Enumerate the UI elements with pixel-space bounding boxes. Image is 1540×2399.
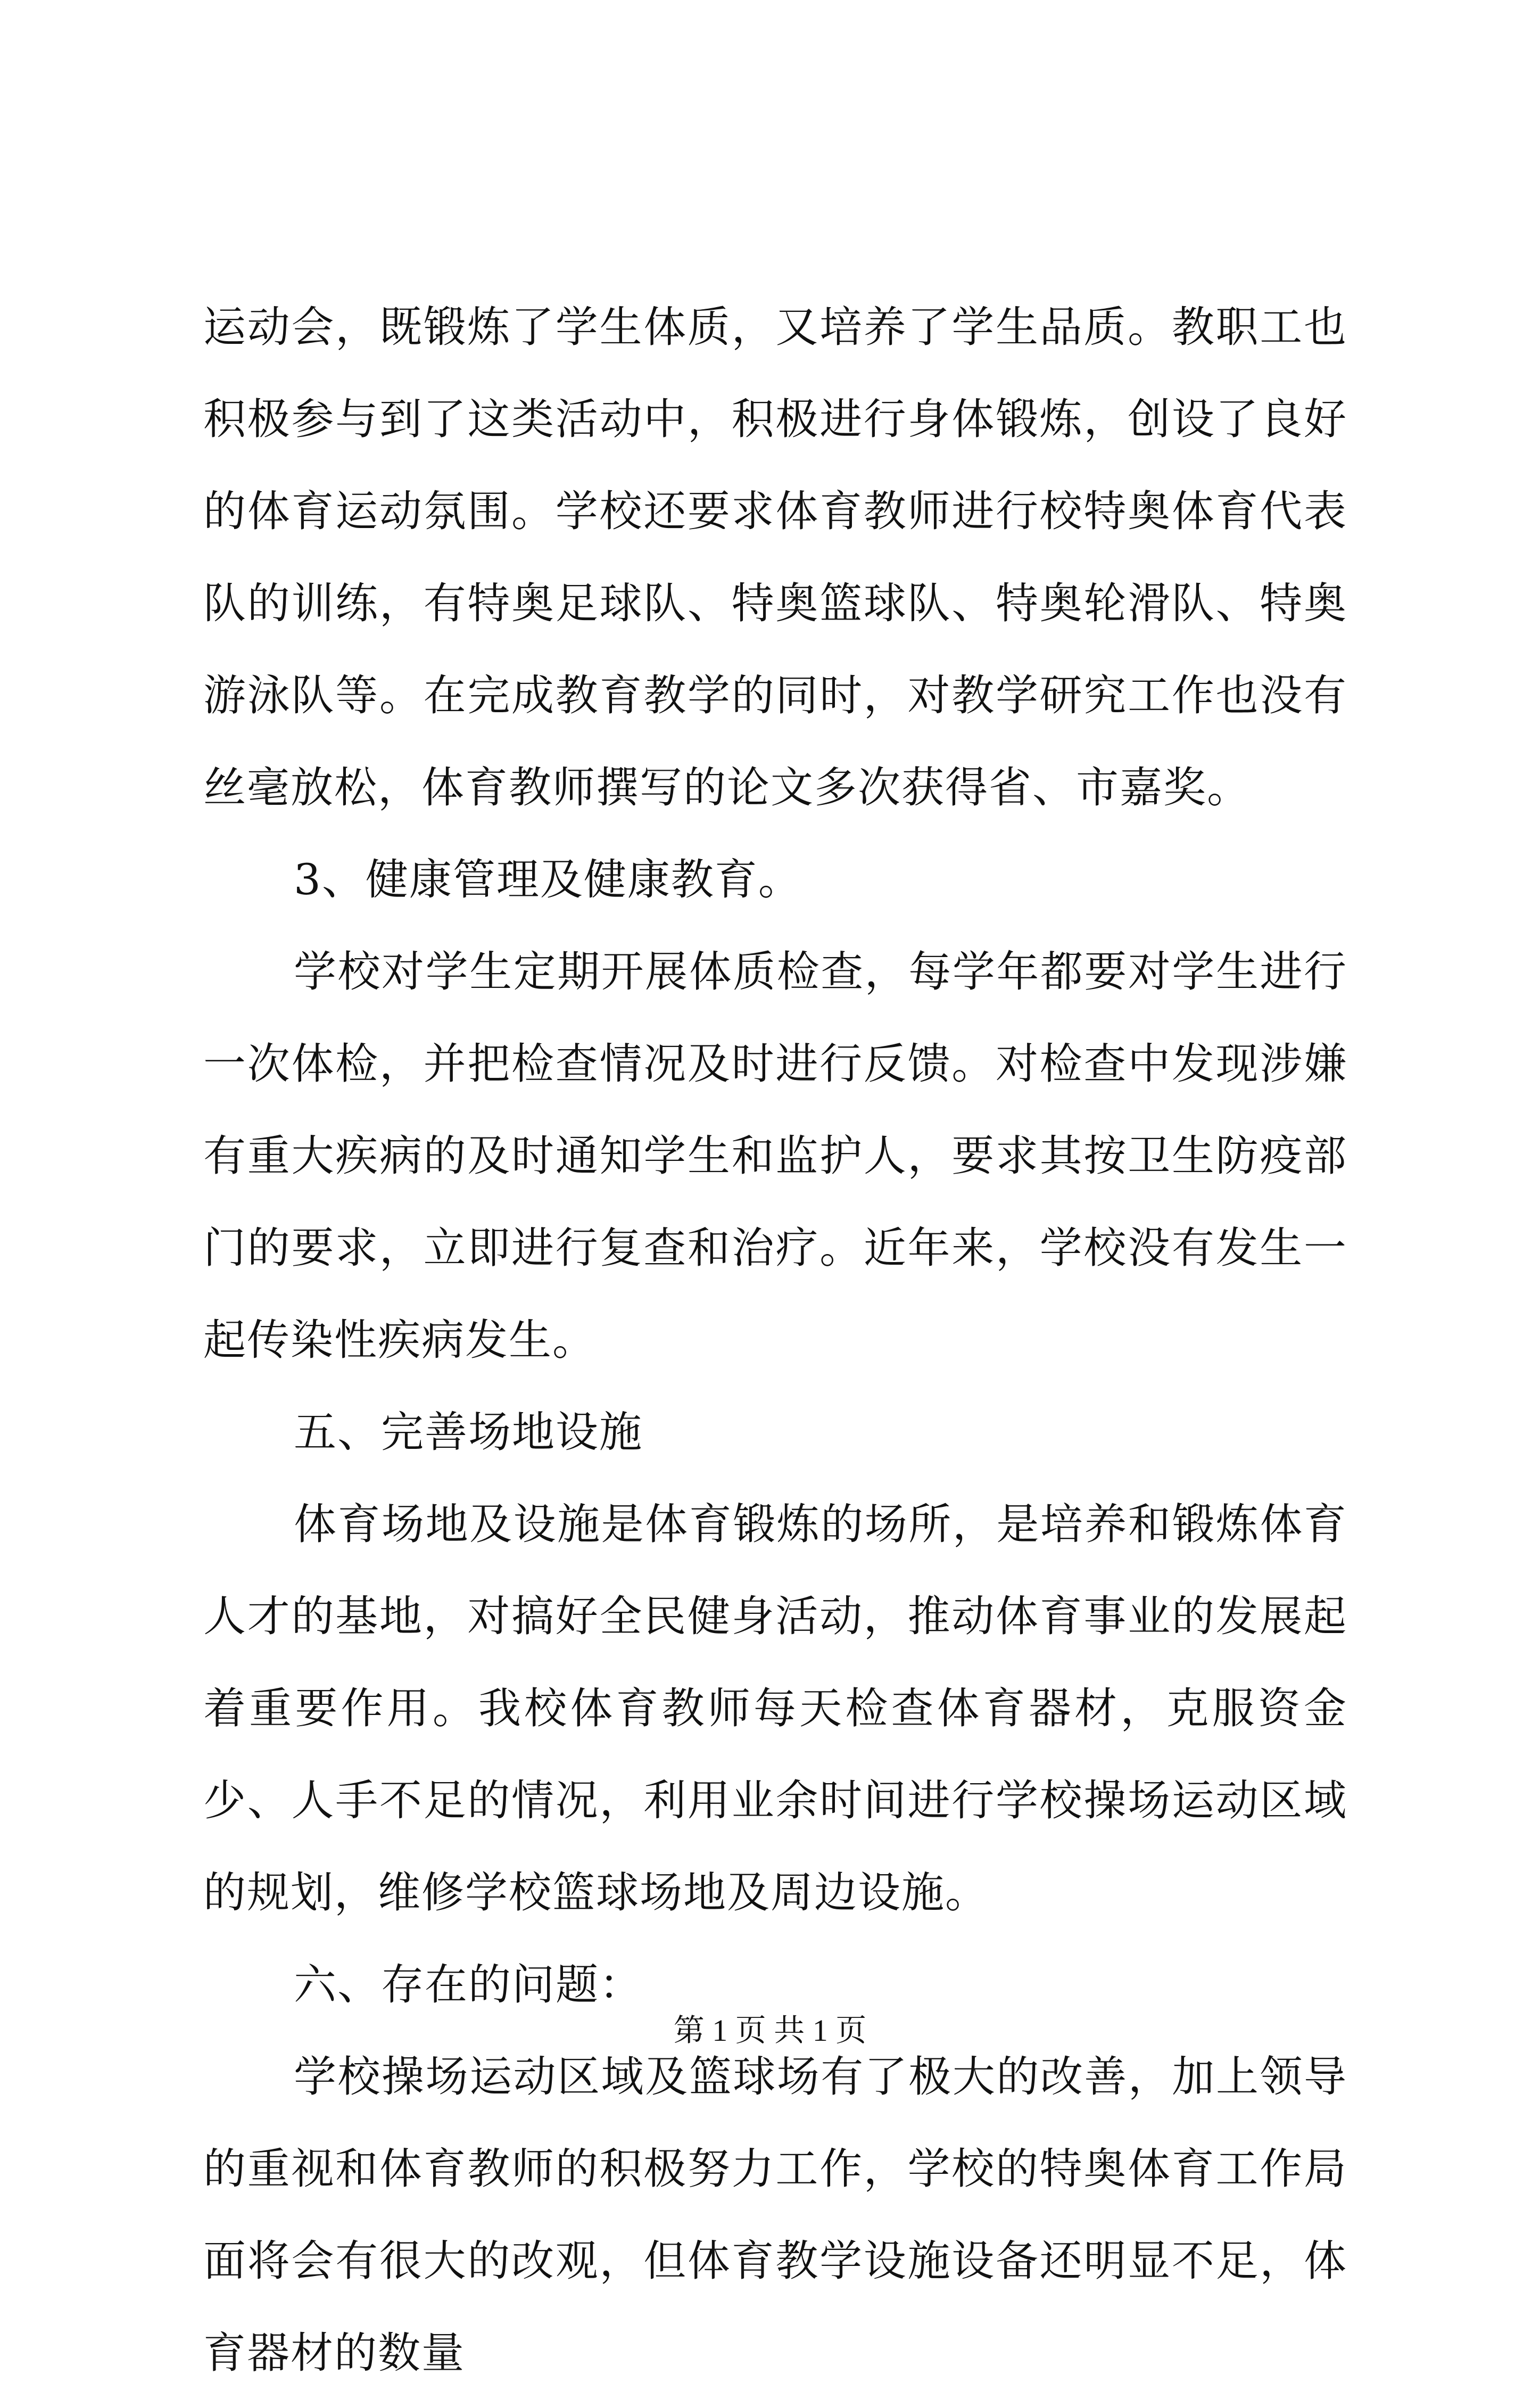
paragraph-facilities: 体育场地及设施是体育锻炼的场所，是培养和锻炼体育人才的基地，对搞好全民健身活动，推动体育事业的发展起着重要作用。我校体育教师每天检查体育器材，克服资金少、人手不足的情况，利用业余时间进行学校操场运动区域的规划，维修学校篮球场地及周边设施。 xyxy=(203,1499,1347,1917)
paragraph-continued: 运动会，既锻炼了学生体质，又培养了学生品质。教职工也积极参与到了这类活动中，积极进行身体锻炼，创设了良好的体育运动氛围。学校还要求体育教师进行校特奥体育代表队的训练，有特奥足球队、特奥篮球队、特奥轮滑队、特奥游泳队等。在完成教育教学的同时，对教学研究工作也没有丝毫放松，体育教师撰写的论文多次获得省、市嘉奖。 xyxy=(203,302,1347,812)
paragraph-problems: 学校操场运动区域及篮球场有了极大的改善，加上领导的重视和体育教师的积极努力工作，学校的特奥体育工作局面将会有很大的改观，但体育教学设施设备还明显不足，体育器材的数量 xyxy=(203,2052,1347,2378)
paragraph-health-check: 学校对学生定期开展体质检查，每学年都要对学生进行一次体检，并把检查情况及时进行反馈。对检查中发现涉嫌有重大疾病的及时通知学生和监护人，要求其按卫生防疫部门的要求，立即进行复查和治疗。近年来，学校没有发生一起传染性疾病发生。 xyxy=(203,947,1347,1365)
section-heading-health-management: 3、健康管理及健康教育。 xyxy=(294,855,802,904)
document-body xyxy=(203,281,1347,2399)
section-heading-facilities: 五、完善场地设施 xyxy=(294,1407,643,1457)
section-heading-problems: 六、存在的问题： xyxy=(294,1960,643,2009)
page-number-footer: 第 1 页 共 1 页 xyxy=(673,2013,867,2048)
